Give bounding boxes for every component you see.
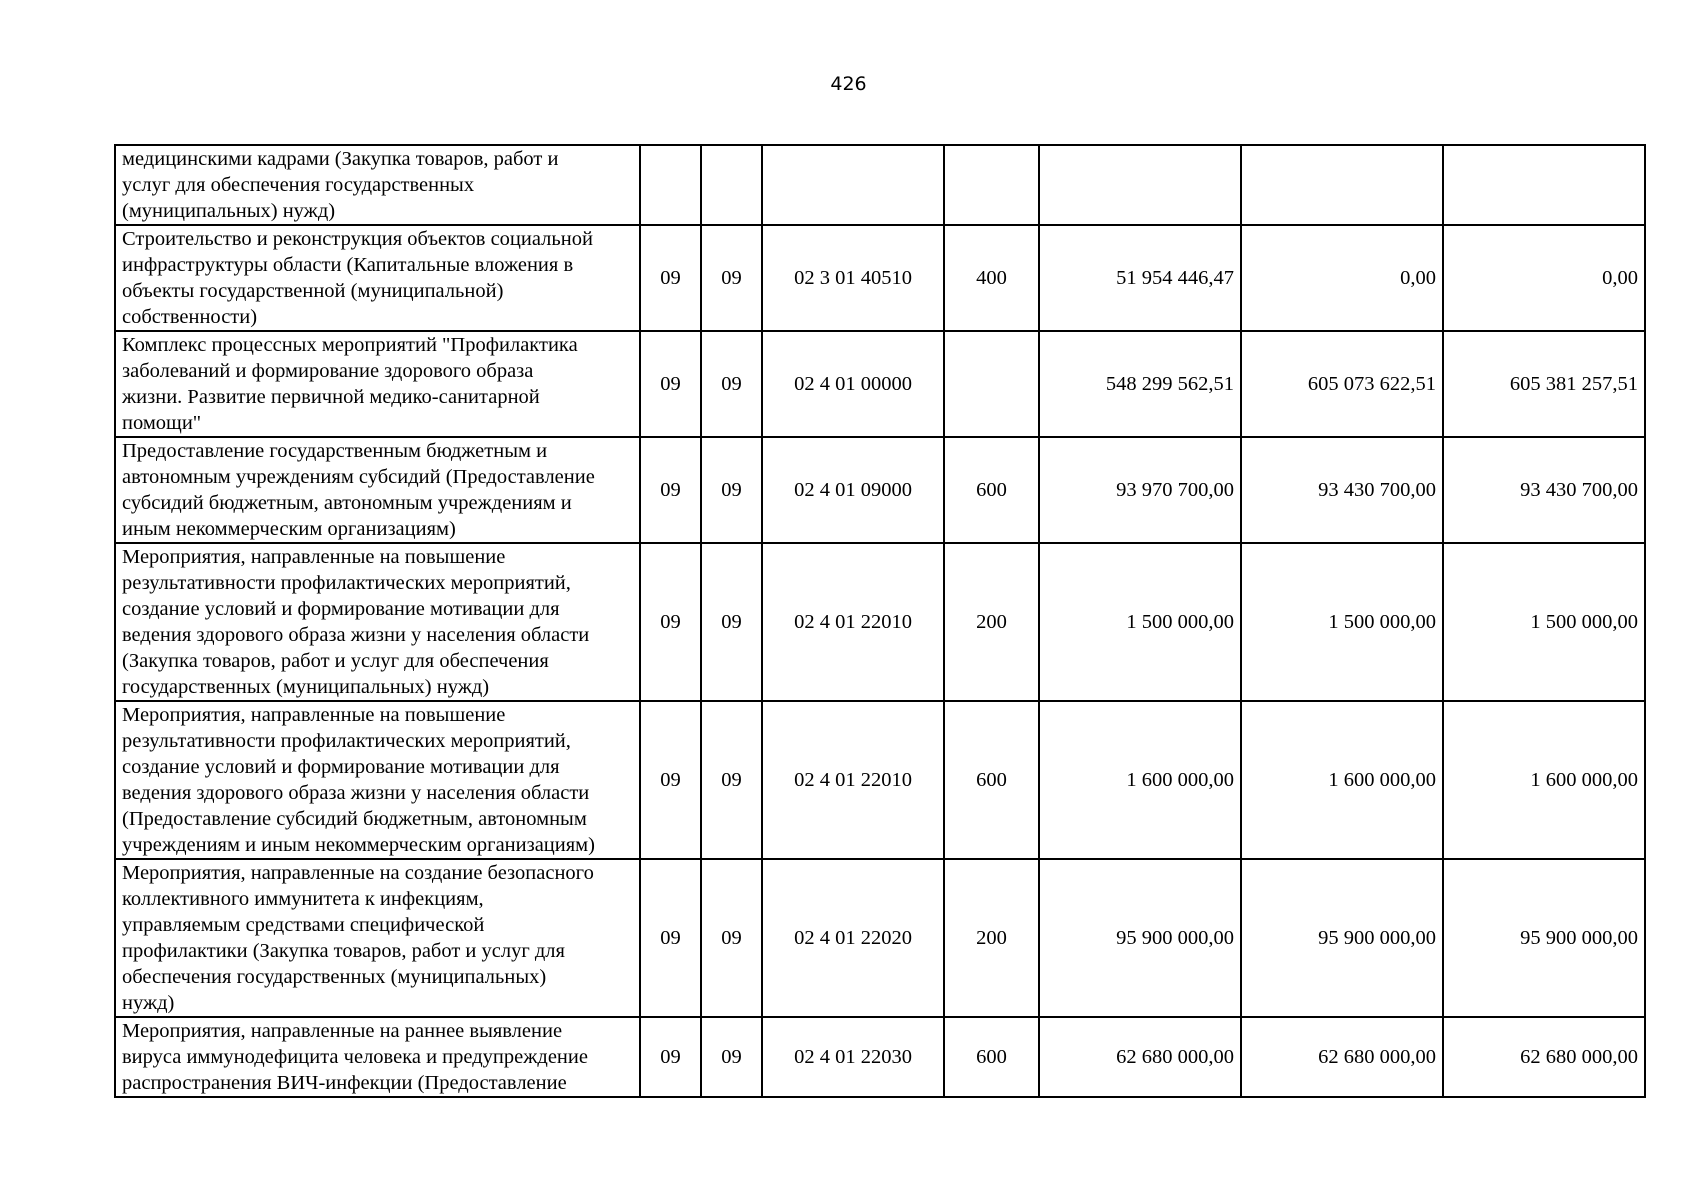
description-line: распространения ВИЧ-инфекции (Предоставление (122, 1072, 567, 1094)
table-row (115, 859, 1645, 1017)
amount-year1-cell: 548 299 562,51 (1039, 331, 1241, 437)
subsection-code-cell: 09 (701, 437, 762, 543)
expense-type-cell (944, 331, 1039, 437)
expense-type-cell: 400 (944, 225, 1039, 331)
description-line: результативности профилактических мероприятий, (122, 730, 571, 752)
section-code-cell: 09 (640, 543, 701, 701)
section-code-cell: 09 (640, 225, 701, 331)
amount-year3-cell: 93 430 700,00 (1443, 437, 1645, 543)
amount-year3-cell: 95 900 000,00 (1443, 859, 1645, 1017)
target-article-cell: 02 4 01 22020 (762, 859, 944, 1017)
expense-type-cell: 600 (944, 1017, 1039, 1097)
description-line: (Закупка товаров, работ и услуг для обеспечения (122, 650, 549, 672)
target-article-cell: 02 4 01 00000 (762, 331, 944, 437)
description-line: Мероприятия, направленные на создание безопасного (122, 862, 594, 884)
description-line: Комплекс процессных мероприятий "Профилактика (122, 334, 578, 356)
table-row (115, 145, 1645, 225)
table-row (115, 543, 1645, 701)
amount-year3-cell: 1 500 000,00 (1443, 543, 1645, 701)
description-line: нужд) (122, 992, 175, 1014)
table-row (115, 331, 1645, 437)
target-article-cell: 02 4 01 22030 (762, 1017, 944, 1097)
amount-year1-cell: 1 500 000,00 (1039, 543, 1241, 701)
amount-year1-cell: 93 970 700,00 (1039, 437, 1241, 543)
amount-year1-cell (1039, 145, 1241, 225)
description-line: обеспечения государственных (муниципальных) (122, 966, 547, 988)
description-line: государственных (муниципальных) нужд) (122, 676, 490, 698)
description-line: Мероприятия, направленные на повышение (122, 704, 506, 726)
description-line: помощи" (122, 412, 202, 434)
section-code-cell: 09 (640, 1017, 701, 1097)
section-code-cell: 09 (640, 701, 701, 859)
amount-year2-cell: 93 430 700,00 (1241, 437, 1443, 543)
description-line: жизни. Развитие первичной медико-санитарной (122, 386, 540, 408)
target-article-cell: 02 4 01 22010 (762, 543, 944, 701)
amount-year2-cell: 62 680 000,00 (1241, 1017, 1443, 1097)
table-row (115, 701, 1645, 859)
description-line: иным некоммерческим организациям) (122, 518, 456, 540)
amount-year1-cell: 51 954 446,47 (1039, 225, 1241, 331)
description-line: (Предоставление субсидий бюджетным, автономным (122, 808, 587, 830)
description-line: услуг для обеспечения государственных (122, 174, 475, 196)
subsection-code-cell (701, 145, 762, 225)
subsection-code-cell: 09 (701, 543, 762, 701)
description-line: инфраструктуры области (Капитальные вложения в (122, 254, 574, 276)
description-line: профилактики (Закупка товаров, работ и услуг для (122, 940, 565, 962)
description-line: вируса иммунодефицита человека и предупреждение (122, 1046, 588, 1068)
description-cell (115, 859, 640, 1017)
amount-year1-cell: 62 680 000,00 (1039, 1017, 1241, 1097)
subsection-code-cell: 09 (701, 225, 762, 331)
description-line: учреждениям и иным некоммерческим организациям) (122, 834, 595, 856)
target-article-cell: 02 4 01 22010 (762, 701, 944, 859)
amount-year1-cell: 95 900 000,00 (1039, 859, 1241, 1017)
description-cell (115, 1017, 640, 1097)
description-line: автономным учреждениям субсидий (Предоставление (122, 466, 595, 488)
description-cell (115, 701, 640, 859)
page-number: 426 (830, 73, 867, 95)
amount-year1-cell: 1 600 000,00 (1039, 701, 1241, 859)
amount-year3-cell: 1 600 000,00 (1443, 701, 1645, 859)
target-article-cell: 02 4 01 09000 (762, 437, 944, 543)
expense-type-cell: 200 (944, 543, 1039, 701)
amount-year3-cell: 62 680 000,00 (1443, 1017, 1645, 1097)
amount-year2-cell (1241, 145, 1443, 225)
description-line: ведения здорового образа жизни у населения области (122, 624, 590, 646)
amount-year2-cell: 605 073 622,51 (1241, 331, 1443, 437)
amount-year2-cell: 1 500 000,00 (1241, 543, 1443, 701)
description-line: управляемым средствами специфической (122, 914, 485, 936)
description-cell (115, 225, 640, 331)
description-line: создание условий и формирование мотивации для (122, 756, 560, 778)
description-cell (115, 437, 640, 543)
amount-year2-cell: 0,00 (1241, 225, 1443, 331)
section-code-cell: 09 (640, 331, 701, 437)
subsection-code-cell: 09 (701, 331, 762, 437)
description-line: создание условий и формирование мотивации для (122, 598, 560, 620)
description-line: Мероприятия, направленные на повышение (122, 546, 506, 568)
expense-type-cell: 600 (944, 701, 1039, 859)
description-line: Строительство и реконструкция объектов социальной (122, 228, 593, 250)
expense-type-cell: 200 (944, 859, 1039, 1017)
description-line: заболеваний и формирование здорового образа (122, 360, 534, 382)
section-code-cell: 09 (640, 437, 701, 543)
description-line: объекты государственной (муниципальной) (122, 280, 504, 302)
description-line: Мероприятия, направленные на раннее выявление (122, 1020, 563, 1042)
amount-year3-cell (1443, 145, 1645, 225)
section-code-cell: 09 (640, 859, 701, 1017)
subsection-code-cell: 09 (701, 1017, 762, 1097)
description-line: (муниципальных) нужд) (122, 200, 336, 222)
subsection-code-cell: 09 (701, 859, 762, 1017)
amount-year2-cell: 95 900 000,00 (1241, 859, 1443, 1017)
expense-type-cell (944, 145, 1039, 225)
description-line: Предоставление государственным бюджетным и (122, 440, 548, 462)
description-cell (115, 145, 640, 225)
description-line: ведения здорового образа жизни у населения области (122, 782, 590, 804)
budget-table-body (115, 145, 1645, 1097)
subsection-code-cell: 09 (701, 701, 762, 859)
target-article-cell: 02 3 01 40510 (762, 225, 944, 331)
amount-year3-cell: 605 381 257,51 (1443, 331, 1645, 437)
description-line: результативности профилактических мероприятий, (122, 572, 571, 594)
table-row (115, 437, 1645, 543)
budget-table (114, 144, 1646, 1098)
table-row (115, 225, 1645, 331)
description-line: субсидий бюджетным, автономным учреждениям и (122, 492, 572, 514)
description-line: медицинскими кадрами (Закупка товаров, работ и (122, 148, 559, 170)
amount-year3-cell: 0,00 (1443, 225, 1645, 331)
expense-type-cell: 600 (944, 437, 1039, 543)
target-article-cell (762, 145, 944, 225)
amount-year2-cell: 1 600 000,00 (1241, 701, 1443, 859)
description-line: собственности) (122, 306, 258, 328)
section-code-cell (640, 145, 701, 225)
table-row (115, 1017, 1645, 1097)
description-cell (115, 331, 640, 437)
description-cell (115, 543, 640, 701)
description-line: коллективного иммунитета к инфекциям, (122, 888, 484, 910)
